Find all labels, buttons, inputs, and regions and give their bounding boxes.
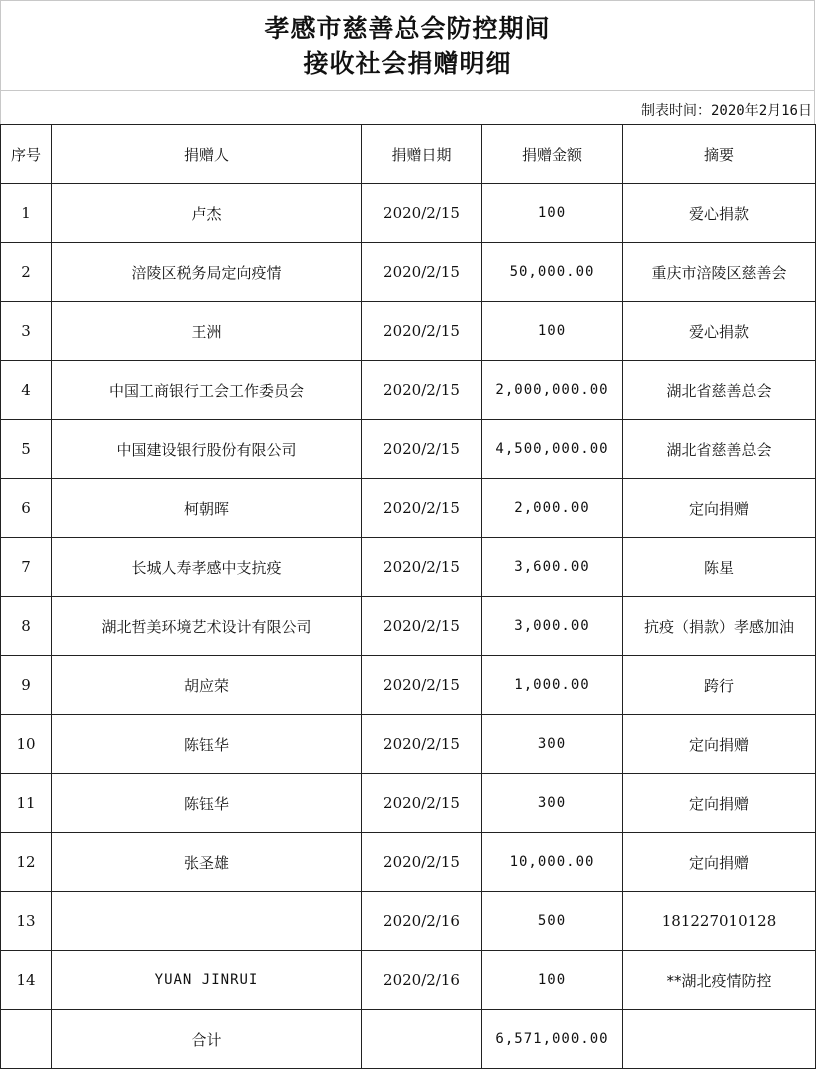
total-label: 合计 bbox=[52, 1010, 362, 1069]
donation-table bbox=[0, 124, 816, 1069]
title-line-2: 接收社会捐赠明细 bbox=[303, 48, 512, 78]
table-row bbox=[1, 420, 816, 479]
table-row bbox=[1, 243, 816, 302]
row-summary-cell: 湖北省慈善总会 bbox=[623, 420, 816, 479]
row-amount-cell: 50,000.00 bbox=[482, 243, 623, 302]
sheet-title bbox=[0, 0, 815, 90]
row-amount-cell: 300 bbox=[482, 715, 623, 774]
row-donor-cell bbox=[52, 892, 362, 951]
header-amount: 捐赠金额 bbox=[482, 125, 623, 184]
row-date-cell: 2020/2/15 bbox=[362, 833, 482, 892]
table-row bbox=[1, 479, 816, 538]
made-time bbox=[641, 100, 812, 120]
row-date-cell: 2020/2/15 bbox=[362, 774, 482, 833]
row-amount-cell: 100 bbox=[482, 951, 623, 1010]
total-amount: 6,571,000.00 bbox=[482, 1010, 623, 1069]
row-no-cell: 10 bbox=[1, 715, 52, 774]
row-amount-cell: 4,500,000.00 bbox=[482, 420, 623, 479]
row-amount-cell: 500 bbox=[482, 892, 623, 951]
row-amount-cell: 3,600.00 bbox=[482, 538, 623, 597]
row-date-cell: 2020/2/15 bbox=[362, 715, 482, 774]
table-row bbox=[1, 361, 816, 420]
row-no-cell: 4 bbox=[1, 361, 52, 420]
table-row bbox=[1, 597, 816, 656]
row-amount-cell: 2,000.00 bbox=[482, 479, 623, 538]
row-summary-cell: 爱心捐款 bbox=[623, 302, 816, 361]
header-date: 捐赠日期 bbox=[362, 125, 482, 184]
row-no-cell: 9 bbox=[1, 656, 52, 715]
row-donor-cell: 湖北哲美环境艺术设计有限公司 bbox=[52, 597, 362, 656]
row-amount-cell: 300 bbox=[482, 774, 623, 833]
row-no-cell: 11 bbox=[1, 774, 52, 833]
header-donor: 捐赠人 bbox=[52, 125, 362, 184]
row-date-cell: 2020/2/16 bbox=[362, 951, 482, 1010]
made-time-value: 2020年2月16日 bbox=[710, 103, 812, 119]
table-row bbox=[1, 833, 816, 892]
row-amount-cell: 10,000.00 bbox=[482, 833, 623, 892]
row-date-cell: 2020/2/15 bbox=[362, 479, 482, 538]
row-summary-cell: 跨行 bbox=[623, 656, 816, 715]
title-line-1: 孝感市慈善总会防控期间 bbox=[264, 13, 551, 43]
table-row bbox=[1, 302, 816, 361]
total-row bbox=[1, 1010, 816, 1069]
table-row bbox=[1, 656, 816, 715]
row-donor-cell: 涪陵区税务局定向疫情 bbox=[52, 243, 362, 302]
row-amount-cell: 100 bbox=[482, 302, 623, 361]
row-no-cell: 2 bbox=[1, 243, 52, 302]
row-date-cell: 2020/2/15 bbox=[362, 361, 482, 420]
row-no-cell: 14 bbox=[1, 951, 52, 1010]
row-summary-cell: 181227010128 bbox=[623, 892, 816, 951]
row-date-cell: 2020/2/15 bbox=[362, 420, 482, 479]
made-time-label: 制表时间： bbox=[640, 103, 711, 119]
row-summary-cell: 陈星 bbox=[623, 538, 816, 597]
row-donor-cell: 柯朝晖 bbox=[52, 479, 362, 538]
row-amount-cell: 3,000.00 bbox=[482, 597, 623, 656]
row-date-cell: 2020/2/15 bbox=[362, 538, 482, 597]
row-donor-cell: 陈钰华 bbox=[52, 774, 362, 833]
row-donor-cell: 卢杰 bbox=[52, 184, 362, 243]
total-summary bbox=[623, 1010, 816, 1069]
row-summary-cell: 抗疫（捐款）孝感加油 bbox=[623, 597, 816, 656]
row-amount-cell: 100 bbox=[482, 184, 623, 243]
row-no-cell: 12 bbox=[1, 833, 52, 892]
row-donor-cell: 张圣雄 bbox=[52, 833, 362, 892]
row-no-cell: 8 bbox=[1, 597, 52, 656]
header-row bbox=[1, 125, 816, 184]
table-row bbox=[1, 951, 816, 1010]
row-donor-cell: 长城人寿孝感中支抗疫 bbox=[52, 538, 362, 597]
row-no-cell: 1 bbox=[1, 184, 52, 243]
row-date-cell: 2020/2/15 bbox=[362, 302, 482, 361]
made-time-row bbox=[0, 90, 815, 124]
row-date-cell: 2020/2/15 bbox=[362, 243, 482, 302]
table-body bbox=[1, 184, 816, 1010]
row-no-cell: 13 bbox=[1, 892, 52, 951]
table-row bbox=[1, 715, 816, 774]
row-summary-cell: **湖北疫情防控 bbox=[623, 951, 816, 1010]
row-date-cell: 2020/2/15 bbox=[362, 597, 482, 656]
row-date-cell: 2020/2/15 bbox=[362, 656, 482, 715]
row-summary-cell: 湖北省慈善总会 bbox=[623, 361, 816, 420]
row-donor-cell: YUAN JINRUI bbox=[52, 951, 362, 1010]
row-summary-cell: 定向捐赠 bbox=[623, 715, 816, 774]
row-no-cell: 5 bbox=[1, 420, 52, 479]
total-date bbox=[362, 1010, 482, 1069]
row-amount-cell: 1,000.00 bbox=[482, 656, 623, 715]
row-no-cell: 7 bbox=[1, 538, 52, 597]
table-row bbox=[1, 184, 816, 243]
row-no-cell: 6 bbox=[1, 479, 52, 538]
row-donor-cell: 胡应荣 bbox=[52, 656, 362, 715]
row-date-cell: 2020/2/15 bbox=[362, 184, 482, 243]
table-row bbox=[1, 538, 816, 597]
row-summary-cell: 定向捐赠 bbox=[623, 833, 816, 892]
row-summary-cell: 定向捐赠 bbox=[623, 774, 816, 833]
table-row bbox=[1, 892, 816, 951]
row-summary-cell: 重庆市涪陵区慈善会 bbox=[623, 243, 816, 302]
row-donor-cell: 王洲 bbox=[52, 302, 362, 361]
row-amount-cell: 2,000,000.00 bbox=[482, 361, 623, 420]
row-summary-cell: 定向捐赠 bbox=[623, 479, 816, 538]
row-donor-cell: 陈钰华 bbox=[52, 715, 362, 774]
row-summary-cell: 爱心捐款 bbox=[623, 184, 816, 243]
row-donor-cell: 中国建设银行股份有限公司 bbox=[52, 420, 362, 479]
header-summary: 摘要 bbox=[623, 125, 816, 184]
header-no: 序号 bbox=[1, 125, 52, 184]
row-no-cell: 3 bbox=[1, 302, 52, 361]
table-row bbox=[1, 774, 816, 833]
total-no bbox=[1, 1010, 52, 1069]
row-date-cell: 2020/2/16 bbox=[362, 892, 482, 951]
row-donor-cell: 中国工商银行工会工作委员会 bbox=[52, 361, 362, 420]
